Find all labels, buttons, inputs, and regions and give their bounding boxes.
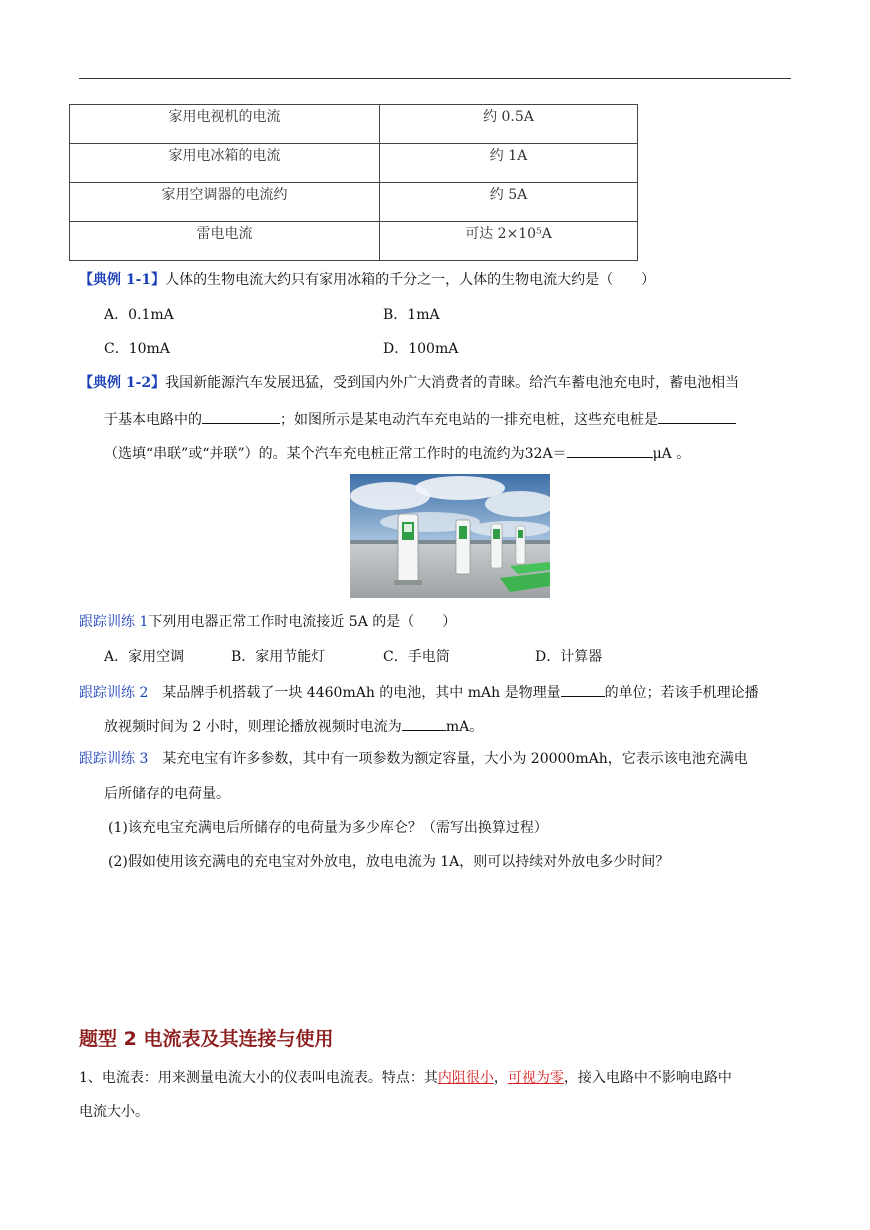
text-span: 某充电宝有许多参数，其中有一项参数为额定容量，大小为 20000mAh，它表示该电池充满电 — [162, 751, 748, 767]
text-span: 的单位；若该手机理论播 — [604, 685, 759, 701]
text-span: ， — [493, 1070, 508, 1086]
option-a[interactable]: A．0.1mA — [104, 307, 174, 323]
question-text: 下列用电器正常工作时电流接近 5A 的是（ ） — [148, 614, 457, 630]
table-cell-value: 约 5A — [380, 183, 638, 222]
highlight-text: 内阻很小 — [437, 1070, 494, 1086]
paragraph-line: 电流大小。 — [79, 1104, 149, 1120]
sub-question-2: (2)假如使用该充满电的充电宝对外放电，放电电流为 1A，则可以持续对外放电多少时间？ — [108, 854, 670, 870]
option-b[interactable]: B．1mA — [383, 307, 440, 323]
answer-blank[interactable] — [561, 681, 605, 697]
answer-blank[interactable] — [658, 408, 736, 424]
text-span: （选填“串联”或“并联”）的。某个汽车充电桩正常工作时的电流约为32A＝ — [104, 446, 567, 462]
text-span: μA 。 — [652, 446, 691, 462]
tracking-2 — [79, 681, 759, 703]
table-cell-item: 家用电冰箱的电流 — [70, 144, 380, 183]
table-row — [70, 144, 638, 183]
current-table — [69, 104, 638, 261]
text-span: ；如图所示是某电动汽车充电站的一排充电桩，这些充电桩是 — [280, 412, 658, 428]
header-rule — [79, 78, 791, 79]
tracking-3 — [79, 749, 748, 769]
tracking-label: 跟踪训练 2 — [79, 685, 149, 701]
paragraph-line — [104, 442, 690, 464]
paragraph-line — [104, 715, 483, 737]
option-c[interactable]: C．手电筒 — [383, 649, 450, 665]
text-span: ，接入电路中不影响电路中 — [563, 1070, 732, 1086]
sub-question-1: (1)该充电宝充满电后所储存的电荷量为多少库仑？（需写出换算过程） — [108, 820, 548, 836]
text-span: 1、电流表：用来测量电流大小的仪表叫电流表。特点：其 — [79, 1070, 438, 1086]
text-span: 放视频时间为 2 小时，则理论播放视频时电流为 — [104, 719, 402, 735]
question-text: 人体的生物电流大约只有家用冰箱的千分之一，人体的生物电流大约是（ ） — [165, 272, 656, 288]
paragraph-line: 后所储存的电荷量。 — [104, 786, 230, 802]
option-b[interactable]: B．家用节能灯 — [231, 649, 326, 665]
example-tag: 【典例 1-1】 — [79, 272, 166, 288]
tracking-label: 跟踪训练 1 — [79, 614, 149, 630]
table-row — [70, 222, 638, 261]
section-heading: 题型 2 电流表及其连接与使用 — [79, 1028, 334, 1050]
answer-blank[interactable] — [567, 442, 653, 458]
section-paragraph — [79, 1068, 732, 1088]
charging-station-image — [350, 474, 550, 598]
table-cell-item: 雷电电流 — [70, 222, 380, 261]
example-1-1 — [79, 270, 655, 290]
table-cell-item: 家用电视机的电流 — [70, 105, 380, 144]
example-tag: 【典例 1-2】 — [79, 375, 166, 391]
text-span: mA。 — [445, 719, 484, 735]
tracking-label: 跟踪训练 3 — [79, 751, 149, 767]
table-row — [70, 183, 638, 222]
tracking-1 — [79, 612, 456, 632]
answer-blank[interactable] — [402, 715, 446, 731]
table-cell-value: 约 1A — [380, 144, 638, 183]
example-1-2 — [79, 373, 739, 393]
answer-blank[interactable] — [202, 408, 280, 424]
text-span: 某品牌手机搭载了一块 4460mAh 的电池，其中 mAh 是物理量 — [162, 685, 561, 701]
paragraph-line — [104, 408, 736, 430]
text-span: 于基本电路中的 — [104, 412, 202, 428]
table-cell-item: 家用空调器的电流约 — [70, 183, 380, 222]
option-c[interactable]: C．10mA — [104, 341, 170, 357]
table-cell-value: 约 0.5A — [380, 105, 638, 144]
table-row — [70, 105, 638, 144]
highlight-text: 可视为零 — [507, 1070, 564, 1086]
option-d[interactable]: D．100mA — [383, 341, 459, 357]
table-cell-value: 可达 2×10⁵A — [380, 222, 638, 261]
option-d[interactable]: D．计算器 — [535, 649, 603, 665]
option-a[interactable]: A．家用空调 — [104, 649, 185, 665]
paragraph-text: 我国新能源汽车发展迅猛，受到国内外广大消费者的青睐。给汽车蓄电池充电时，蓄电池相当 — [165, 375, 740, 391]
